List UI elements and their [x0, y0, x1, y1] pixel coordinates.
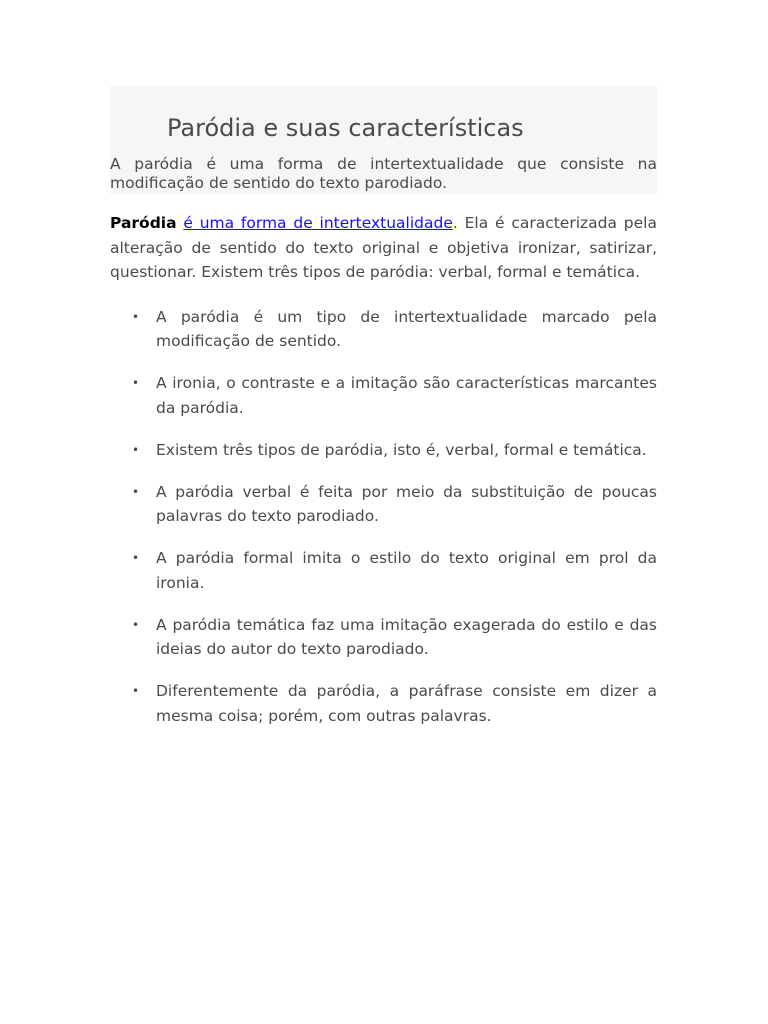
- list-item: [110, 679, 657, 728]
- list-item-text: A paródia formal imita o estilo do texto original em prol da ironia.: [156, 549, 657, 592]
- bullet-icon: •: [132, 617, 140, 632]
- list-item-text: A paródia temática faz uma imitação exagerada do estilo e das ideias do autor do texto parodiado.: [156, 615, 657, 658]
- intro-paragraph: [110, 211, 657, 285]
- list-item-text: Existem três tipos de paródia, isto é, verbal, formal e temática.: [156, 440, 647, 459]
- list-item: [110, 438, 657, 463]
- list-item: [110, 546, 657, 595]
- bullet-icon: •: [132, 442, 140, 457]
- bullet-icon: •: [132, 551, 140, 565]
- list-item: [110, 613, 657, 662]
- bullet-icon: •: [132, 684, 140, 698]
- bullet-icon: •: [132, 309, 140, 324]
- bullet-icon: •: [132, 376, 140, 390]
- intro-term: Paródia: [110, 214, 177, 232]
- list-item-text: Diferentemente da paródia, a paráfrase consiste em dizer a mesma coisa; porém, com outras palavras.: [156, 682, 657, 725]
- page-subtitle: A paródia é uma forma de intertextualidade que consiste na modificação de sentido do texto parodiado.: [110, 155, 657, 192]
- intro-rest: . Ela é caracterizada pela alteração de sentido do texto original e objetiva ironizar, satirizar, questionar. Existem três tipos de paródia: verbal, formal e temática.: [110, 214, 657, 281]
- list-item: [110, 371, 657, 420]
- list-item-text: A paródia verbal é feita por meio da substituição de poucas palavras do texto parodiado.: [156, 482, 657, 525]
- bullet-icon: •: [132, 484, 140, 499]
- header-box: [110, 86, 657, 194]
- summary-list: [110, 305, 657, 729]
- list-item: [110, 305, 657, 354]
- list-item-text: A ironia, o contraste e a imitação são características marcantes da paródia.: [156, 374, 657, 417]
- intertextualidade-link[interactable]: é uma forma de intertextualidade: [183, 214, 453, 232]
- list-item-text: A paródia é um tipo de intertextualidade marcado pela modificação de sentido.: [156, 307, 657, 350]
- page-title: Paródia e suas características: [167, 114, 524, 142]
- list-item: [110, 480, 657, 529]
- document-page: [110, 86, 657, 746]
